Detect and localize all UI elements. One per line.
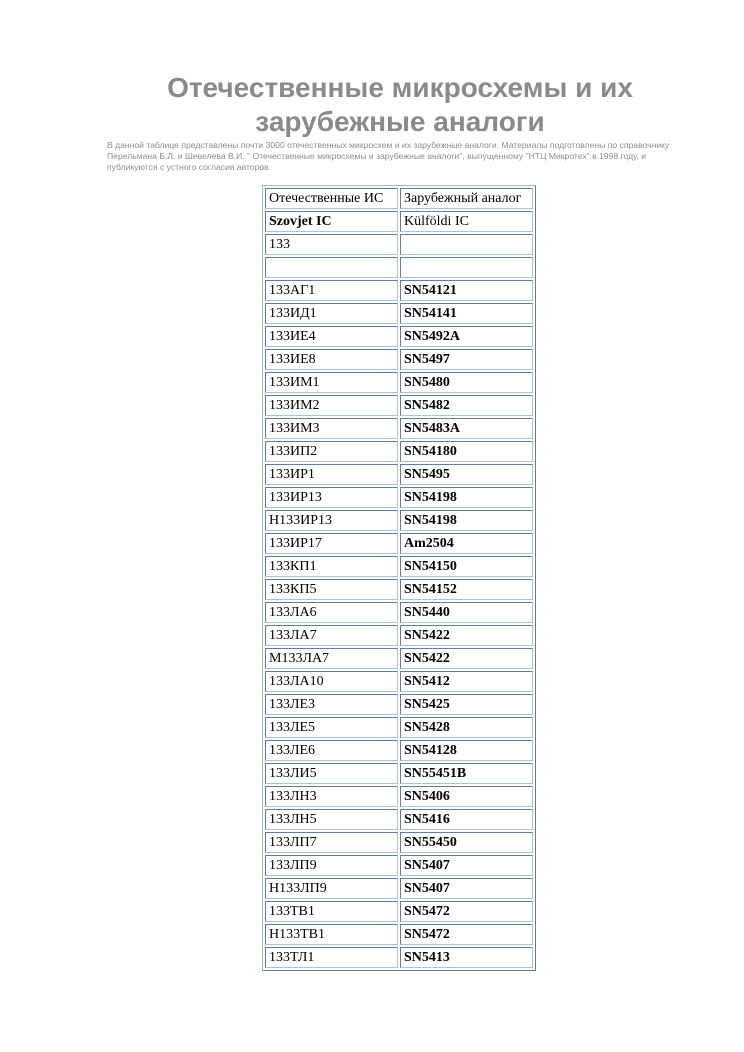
table-row <box>265 855 533 876</box>
table-row <box>265 395 533 416</box>
domestic-ic-cell: 133ЛЕ6 <box>265 740 398 761</box>
table-row <box>265 809 533 830</box>
table-row <box>265 579 533 600</box>
foreign-analog-cell: SN54121 <box>400 280 533 301</box>
domestic-ic-cell: 133ЛП7 <box>265 832 398 853</box>
table-row <box>265 625 533 646</box>
foreign-analog-cell: SN54150 <box>400 556 533 577</box>
header-foreign-analog: Зарубежный аналог <box>400 188 533 209</box>
foreign-analog-cell: SN5422 <box>400 625 533 646</box>
foreign-analog-cell: SN5412 <box>400 671 533 692</box>
foreign-analog-cell: SN5492A <box>400 326 533 347</box>
table-row <box>265 533 533 554</box>
table-row <box>265 602 533 623</box>
series-label: 133 <box>265 234 398 255</box>
foreign-analog-cell: SN54180 <box>400 441 533 462</box>
domestic-ic-cell: 133ИП2 <box>265 441 398 462</box>
foreign-analog-cell: SN5472 <box>400 901 533 922</box>
foreign-analog-cell: SN5497 <box>400 349 533 370</box>
table-row <box>265 648 533 669</box>
table-row <box>265 326 533 347</box>
table-row <box>265 671 533 692</box>
subheader-szovjet-ic: Szovjet IC <box>265 211 398 232</box>
domestic-ic-cell: 133ЛА7 <box>265 625 398 646</box>
domestic-ic-cell: 133КП5 <box>265 579 398 600</box>
table-row <box>265 832 533 853</box>
table-row <box>265 901 533 922</box>
foreign-analog-cell: SN5440 <box>400 602 533 623</box>
foreign-analog-cell: SN5406 <box>400 786 533 807</box>
analog-table-body <box>265 188 533 968</box>
empty-cell <box>400 257 533 278</box>
domestic-ic-cell: 133ТВ1 <box>265 901 398 922</box>
domestic-ic-cell: 133ЛИ5 <box>265 763 398 784</box>
table-row <box>265 487 533 508</box>
spacer-row <box>265 257 533 278</box>
table-row <box>265 763 533 784</box>
domestic-ic-cell: Н133ЛП9 <box>265 878 398 899</box>
domestic-ic-cell: 133ЛЕ3 <box>265 694 398 715</box>
table-row <box>265 418 533 439</box>
table-row <box>265 441 533 462</box>
domestic-ic-cell: М133ЛА7 <box>265 648 398 669</box>
page-title: Отечественные микросхемы и их зарубежные аналоги <box>167 72 633 137</box>
foreign-analog-cell: SN5413 <box>400 947 533 968</box>
foreign-analog-cell: SN55451B <box>400 763 533 784</box>
foreign-analog-cell: SN5495 <box>400 464 533 485</box>
table-row <box>265 280 533 301</box>
domestic-ic-cell: 133ИЕ8 <box>265 349 398 370</box>
table-row <box>265 464 533 485</box>
domestic-ic-cell: 133АГ1 <box>265 280 398 301</box>
domestic-ic-cell: Н133ТВ1 <box>265 924 398 945</box>
foreign-analog-cell: Am2504 <box>400 533 533 554</box>
foreign-analog-cell: SN5425 <box>400 694 533 715</box>
domestic-ic-cell: 133ЛП9 <box>265 855 398 876</box>
analog-table <box>262 185 536 971</box>
foreign-analog-cell: SN5422 <box>400 648 533 669</box>
domestic-ic-cell: Н133ИР13 <box>265 510 398 531</box>
domestic-ic-cell: 133ЛА10 <box>265 671 398 692</box>
table-row <box>265 717 533 738</box>
domestic-ic-cell: 133КП1 <box>265 556 398 577</box>
table-header-row <box>265 188 533 209</box>
domestic-ic-cell: 133ТЛ1 <box>265 947 398 968</box>
table-row <box>265 740 533 761</box>
foreign-analog-cell: SN54198 <box>400 487 533 508</box>
analog-table-container <box>262 185 536 971</box>
table-row <box>265 510 533 531</box>
domestic-ic-cell: 133ИЕ4 <box>265 326 398 347</box>
domestic-ic-cell: 133ИР13 <box>265 487 398 508</box>
foreign-analog-cell: SN5480 <box>400 372 533 393</box>
intro-paragraph: В данной таблице представлены почти 3000 отечественных микросхем и их зарубежные аналоги. Материалы подготовлены по справочнику Перельмана Б.Л. и Шевелева В.И. " Отечественные микросхемы и зарубежные аналоги", выпущенному "НТЦ Микротех" в 1998 году, и публикуются с устного согласия авторов. <box>107 140 670 172</box>
foreign-analog-cell: SN54198 <box>400 510 533 531</box>
foreign-analog-cell: SN5407 <box>400 855 533 876</box>
domestic-ic-cell: 133ИМ1 <box>265 372 398 393</box>
table-row <box>265 303 533 324</box>
table-row <box>265 372 533 393</box>
foreign-analog-cell: SN55450 <box>400 832 533 853</box>
table-row <box>265 349 533 370</box>
header-domestic-ic: Отечественные ИС <box>265 188 398 209</box>
table-subheader-row <box>265 211 533 232</box>
foreign-analog-cell: SN5482 <box>400 395 533 416</box>
domestic-ic-cell: 133ИД1 <box>265 303 398 324</box>
domestic-ic-cell: 133ИМ2 <box>265 395 398 416</box>
empty-cell <box>400 234 533 255</box>
domestic-ic-cell: 133ЛН5 <box>265 809 398 830</box>
table-row <box>265 947 533 968</box>
foreign-analog-cell: SN54141 <box>400 303 533 324</box>
table-row <box>265 556 533 577</box>
table-row <box>265 694 533 715</box>
series-row <box>265 234 533 255</box>
domestic-ic-cell: 133ЛН3 <box>265 786 398 807</box>
foreign-analog-cell: SN54152 <box>400 579 533 600</box>
domestic-ic-cell: 133ИР17 <box>265 533 398 554</box>
foreign-analog-cell: SN54128 <box>400 740 533 761</box>
empty-cell <box>265 257 398 278</box>
foreign-analog-cell: SN5472 <box>400 924 533 945</box>
foreign-analog-cell: SN5483A <box>400 418 533 439</box>
foreign-analog-cell: SN5416 <box>400 809 533 830</box>
domestic-ic-cell: 133ЛЕ5 <box>265 717 398 738</box>
table-row <box>265 878 533 899</box>
foreign-analog-cell: SN5407 <box>400 878 533 899</box>
domestic-ic-cell: 133ИР1 <box>265 464 398 485</box>
table-row <box>265 786 533 807</box>
domestic-ic-cell: 133ИМ3 <box>265 418 398 439</box>
domestic-ic-cell: 133ЛА6 <box>265 602 398 623</box>
table-row <box>265 924 533 945</box>
subheader-kulfoldi-ic: Külföldi IC <box>400 211 533 232</box>
foreign-analog-cell: SN5428 <box>400 717 533 738</box>
